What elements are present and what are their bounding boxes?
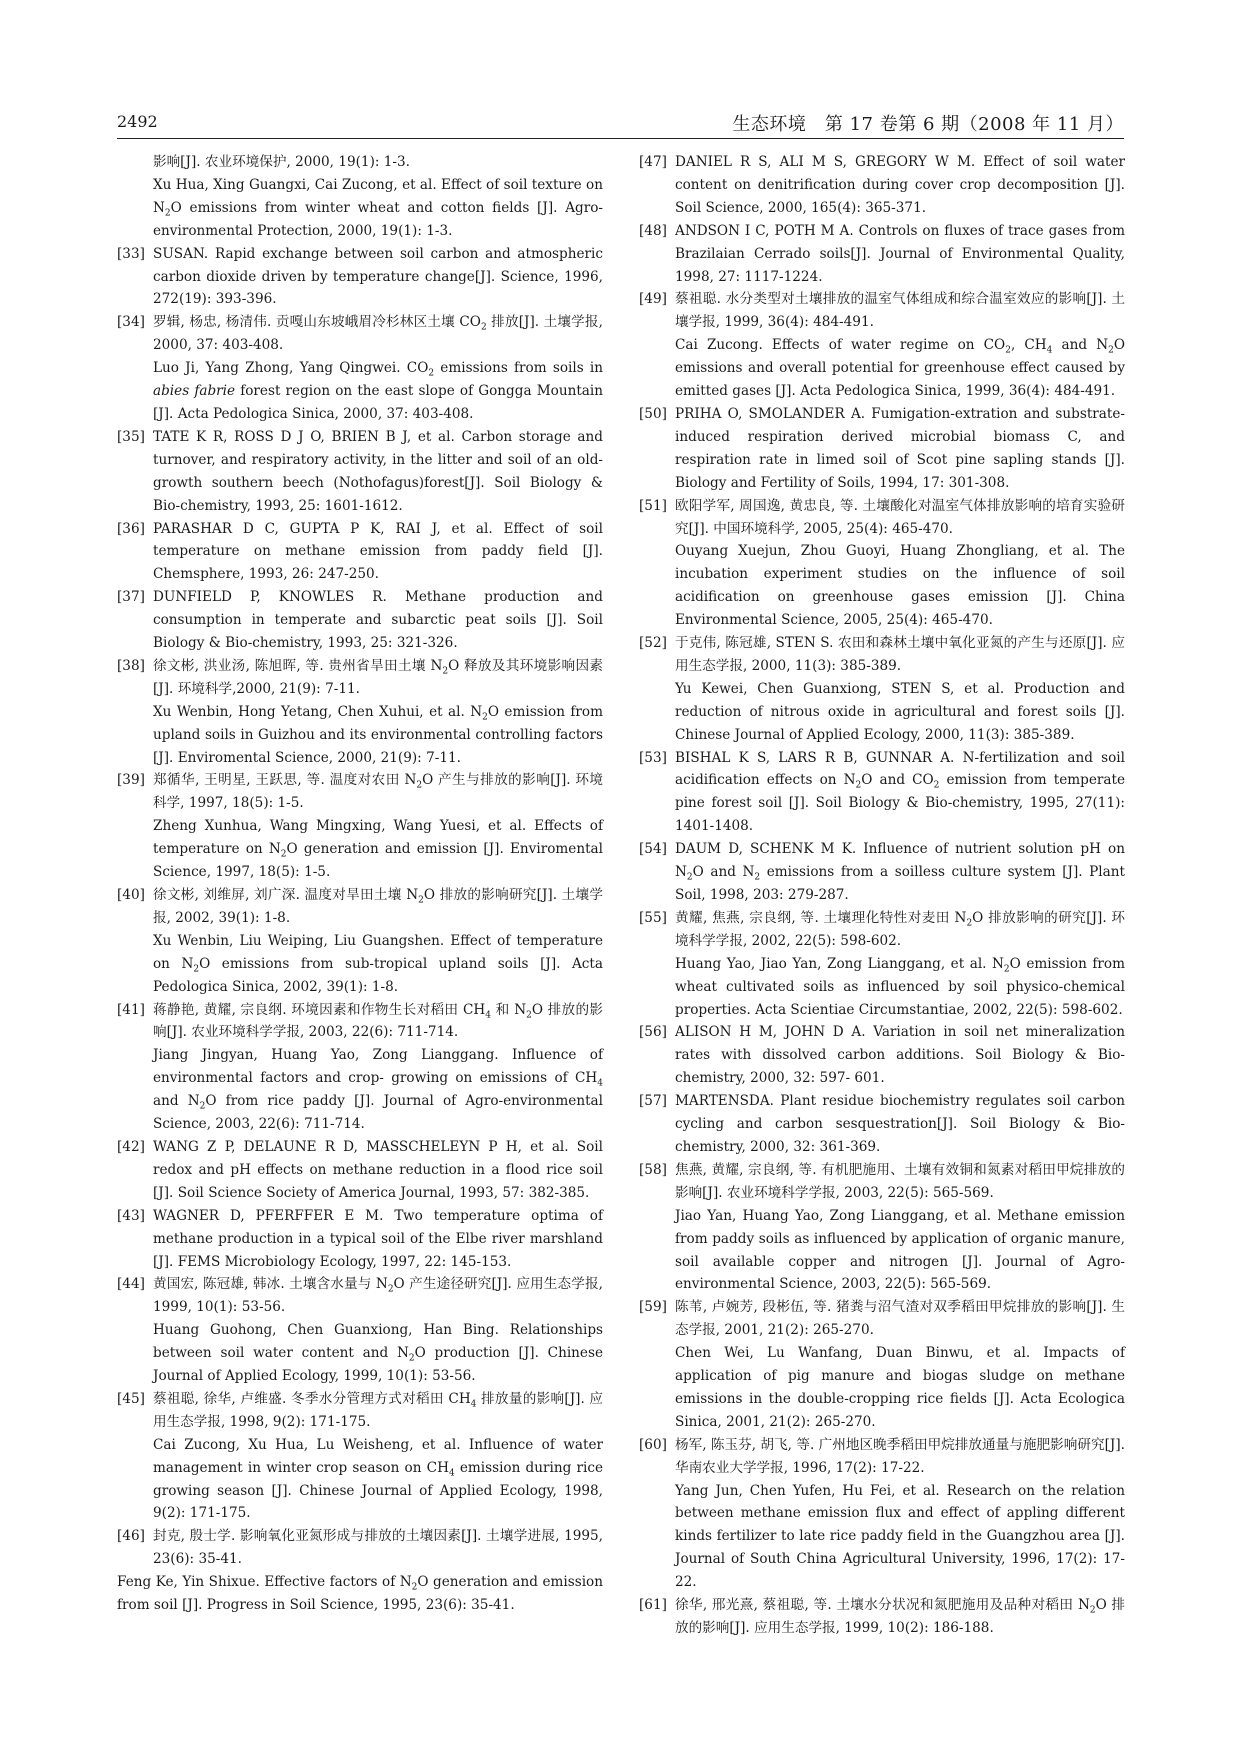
- reference-number: [48]: [639, 222, 667, 239]
- reference-number: [41]: [117, 1001, 145, 1018]
- reference-entry: [639, 220, 1125, 289]
- reference-number: [45]: [117, 1390, 145, 1407]
- reference-entry: [639, 151, 1125, 220]
- reference-text: Yang Jun, Chen Yufen, Hu Fei, et al. Research on the relation between methane emission flux and effect of appling different kinds fertilizer to late rice paddy field in the Guangzhou area [J]. Journal of South China Agricultural University, 1996, 17(2): 17-22.: [675, 1482, 1125, 1591]
- reference-entry: [639, 907, 1125, 1022]
- journal-title: 生态环境 第 17 卷第 6 期（2008 年 11 月）: [732, 114, 1124, 135]
- reference-text: DUNFIELD P, KNOWLES R. Methane production and consumption in temperate and subarctic peat soils [J]. Soil Biology & Bio-chemistry, 1993, 25: 321-326.: [153, 589, 603, 652]
- reference-entry: [117, 999, 603, 1136]
- reference-text: Yu Kewei, Chen Guanxiong, STEN S, et al. Production and reduction of nitrous oxide in agricultural and forest soils [J]. Chinese Journal of Applied Ecology, 2000, 11(3): 385-389.: [675, 680, 1125, 743]
- reference-number: [49]: [639, 291, 667, 308]
- reference-text: 徐华, 邢光熹, 蔡祖聪, 等. 土壤水分状况和氮肥施用及品种对稻田 $N_2O$ 排放的影响[J]. 应用生态学报, 1999, 10(2): 186-188.: [675, 1597, 1125, 1636]
- reference-text: TATE K R, ROSS D J O, BRIEN B J, et al. Carbon storage and turnover, and respiratory activity, in the litter and soil of an old-growth southern beech (Nothofagus)forest[J]. Soil Biology & Bio-chemistry, 1993, 25: 1601-1612.: [153, 428, 603, 514]
- reference-entry: [639, 632, 1125, 747]
- reference-entry: [117, 1388, 603, 1525]
- reference-text: 封克, 殷士学. 影响氧化亚氮形成与排放的土壤因素[J]. 土壤学进展, 1995, 23(6): 35-41.: [153, 1528, 603, 1568]
- reference-entry: [639, 747, 1125, 839]
- reference-text: WAGNER D, PFERFFER E M. Two temperature optima of methane production in a typical soil of the Elbe river marshland [J]. FEMS Microbiology Ecology, 1997, 22: 145-153.: [153, 1207, 603, 1270]
- reference-text: Huang Guohong, Chen Guanxiong, Han Bing. Relationships between soil water content and $N_2O$ production [J]. Chinese Journal of Applied Ecology, 1999, 10(1): 53-56.: [153, 1322, 603, 1385]
- reference-entry: [117, 586, 603, 655]
- reference-text: PRIHA O, SMOLANDER A. Fumigation-extration and substrate-induced respiration derived microbial biomass C, and respiration rate in limed soil of Scot pine sapling stands [J]. Biology and Fertility of Soils, 1994, 17: 301-308.: [675, 405, 1125, 491]
- reference-number: [33]: [117, 245, 145, 262]
- reference-entry: [639, 1434, 1125, 1594]
- reference-number: [35]: [117, 428, 145, 445]
- reference-entry: [639, 1296, 1125, 1433]
- reference-text: SUSAN. Rapid exchange between soil carbon and atmospheric carbon dioxide driven by temperature change[J]. Science, 1996, 272(19): 393-396.: [153, 245, 603, 308]
- reference-text: ALISON H M, JOHN D A. Variation in soil net mineralization rates with dissolved carbon additions. Soil Biology & Bio-chemistry, 2000, 32: 597- 601.: [675, 1024, 1125, 1087]
- reference-entry: [117, 1571, 603, 1617]
- reference-entry: [117, 1205, 603, 1274]
- reference-text: Chen Wei, Lu Wanfang, Duan Binwu, et al. Impacts of application of pig manure and biogas sludge on methane emissions in the double-cropping rice fields [J]. Acta Ecologica Sinica, 2001, 21(2): 265-270.: [675, 1345, 1125, 1430]
- reference-number: [37]: [117, 589, 145, 606]
- reference-number: [51]: [639, 497, 667, 514]
- reference-text: Cai Zucong, Xu Hua, Lu Weisheng, et al. Influence of water management in winter crop season on $CH_4$ emission during rice growing season [J]. Chinese Journal of Applied Ecology, 1998, 9(2): 171-175.: [153, 1436, 604, 1522]
- reference-text: Jiao Yan, Huang Yao, Zong Lianggang, et al. Methane emission from paddy soils as influenced by application of organic manure, soil available copper and nitrogen [J]. Journal of Agro-environmental Science, 2003, 22(5): 565-569.: [675, 1207, 1125, 1293]
- reference-text: 蒋静艳, 黄耀, 宗良纲. 环境因素和作物生长对稻田 $CH_4$ 和 $N_2O$ 排放的影响[J]. 农业环境科学学报, 2003, 22(6): 711-714.: [153, 1001, 603, 1041]
- reference-text: Xu Wenbin, Liu Weiping, Liu Guangshen. Effect of temperature on $N_2O$ emissions from sub-tropical upland soils [J]. Acta Pedologica Sinica, 2002, 39(1): 1-8.: [153, 932, 603, 995]
- reference-text: 徐文彬, 洪业汤, 陈旭晖, 等. 贵州省旱田土壤 $N_2O$ 释放及其环境影响因素[J]. 环境科学,2000, 21(9): 7-11.: [153, 657, 603, 697]
- reference-number: [43]: [117, 1207, 145, 1224]
- reference-number: [46]: [117, 1528, 145, 1545]
- reference-text: 罗辑, 杨忠, 杨清伟. 贡嘎山东坡峨眉冷杉林区土壤 $CO_2$ 排放[J]. 土壤学报, 2000, 37: 403-408.: [153, 314, 603, 354]
- reference-text: Jiang Jingyan, Huang Yao, Zong Lianggang. Influence of environmental factors and crop- growing on emissions of $CH_4$ and $N_2O$ from rice paddy [J]. Journal of Agro-environmental Science, 2003, 22(6): 711-714.: [153, 1047, 603, 1133]
- reference-number: [55]: [639, 909, 667, 926]
- reference-number: [61]: [639, 1597, 667, 1614]
- reference-text: 黄国宏, 陈冠雄, 韩冰. 土壤含水量与 $N_2O$ 产生途径研究[J]. 应用生态学报, 1999, 10(1): 53-56.: [153, 1276, 603, 1316]
- reference-number: [60]: [639, 1436, 667, 1453]
- reference-entry: [639, 838, 1125, 907]
- reference-number: [34]: [117, 314, 145, 331]
- reference-entry: [117, 1273, 603, 1388]
- reference-number: [39]: [117, 772, 145, 789]
- reference-entry: [639, 288, 1125, 403]
- reference-entry: [117, 769, 603, 884]
- reference-text: 于克伟, 陈冠雄, STEN S. 农田和森林土壤中氧化亚氮的产生与还原[J]. 应用生态学报, 2000, 11(3): 385-389.: [675, 635, 1125, 674]
- reference-number: [50]: [639, 405, 667, 422]
- reference-number: [42]: [117, 1138, 145, 1155]
- reference-column-left: [117, 151, 603, 1617]
- reference-entry: [639, 403, 1125, 495]
- reference-text: Zheng Xunhua, Wang Mingxing, Wang Yuesi, et al. Effects of temperature on $N_2O$ generation and emission [J]. Enviromental Science, 1997, 18(5): 1-5.: [153, 818, 603, 881]
- reference-entry: [117, 655, 603, 770]
- reference-number: [53]: [639, 749, 667, 766]
- reference-text: 蔡祖聪. 水分类型对土壤排放的温室气体组成和综合温室效应的影响[J]. 土壤学报, 1999, 36(4): 484-491.: [675, 291, 1125, 331]
- reference-text: Huang Yao, Jiao Yan, Zong Lianggang, et al. $N_2O$ emission from wheat cultivated soils as influenced by soil physico-chemical properties. Acta Scientiae Circumstantiae, 2002, 22(5): 598-602.: [675, 955, 1125, 1018]
- reference-entry: [117, 426, 603, 518]
- reference-entry: [639, 1090, 1125, 1159]
- reference-number: [56]: [639, 1024, 667, 1041]
- reference-text: PARASHAR D C, GUPTA P K, RAI J, et al. Effect of soil temperature on methane emission from paddy field [J]. Chemsphere, 1993, 26: 247-250.: [153, 520, 603, 583]
- reference-text: 徐文彬, 刘维屏, 刘广深. 温度对旱田土壤 $N_2O$ 排放的影响研究[J]. 土壤学报, 2002, 39(1): 1-8.: [153, 887, 603, 926]
- reference-text: 焦燕, 黄耀, 宗良纲, 等. 有机肥施用、土壤有效铜和氮素对稻田甲烷排放的影响[J]. 农业环境科学学报, 2003, 22(5): 565-569.: [675, 1161, 1125, 1201]
- reference-text: 杨军, 陈玉芬, 胡飞, 等. 广州地区晚季稻田甲烷排放通量与施肥影响研究[J]. 华南农业大学学报, 1996, 17(2): 17-22.: [675, 1436, 1125, 1476]
- page-header: [117, 110, 1124, 136]
- reference-number: [38]: [117, 657, 145, 674]
- reference-entry: [117, 243, 603, 312]
- reference-text: Cai Zucong. Effects of water regime on $CO_2$, $CH_4$ and $N_2O$ emissions and overall potential for greenhouse effect caused by emitted gases [J]. Acta Pedologica Sinica, 1999, 36(4): 484-491.: [675, 337, 1125, 400]
- reference-number: [36]: [117, 520, 145, 537]
- reference-column-right: [639, 151, 1125, 1640]
- reference-text: 影响[J]. 农业环境保护, 2000, 19(1): 1-3.: [153, 154, 410, 170]
- reference-text: 欧阳学军, 周国逸, 黄忠良, 等. 土壤酸化对温室气体排放影响的培育实验研究[J]. 中国环境科学, 2005, 25(4): 465-470.: [675, 497, 1125, 537]
- reference-text: MARTENSDA. Plant residue biochemistry regulates soil carbon cycling and carbon sesquestration[J]. Soil Biology & Bio-chemistry, 2000, 32: 361-369.: [675, 1093, 1125, 1155]
- reference-text: BISHAL K S, LARS R B, GUNNAR A. N-fertilization and soil acidification effects on $N_2O$ and $CO_2$ emission from temperate pine forest soil [J]. Soil Biology & Bio-chemistry, 1995, 27(11): 1401-1408.: [675, 749, 1125, 835]
- reference-text: Ouyang Xuejun, Zhou Guoyi, Huang Zhongliang, et al. The incubation experiment studies on the influence of soil acidification on greenhouse gases emission [J]. China Environmental Science, 2005, 25(4): 465-470.: [675, 543, 1125, 629]
- reference-text: Luo Ji, Yang Zhong, Yang Qingwei. $CO_2$ emissions from soils in abies fabrie forest region on the east slope of Gongga Mountain [J]. Acta Pedologica Sinica, 2000, 37: 403-408.: [153, 360, 603, 422]
- reference-text: 郑循华, 王明星, 王跃思, 等. 温度对农田 $N_2O$ 产生与排放的影响[J]. 环境科学, 1997, 18(5): 1-5.: [153, 772, 603, 812]
- page-number: 2492: [117, 112, 158, 131]
- reference-entry: [117, 518, 603, 587]
- reference-text: 蔡祖聪, 徐华, 卢维盛. 冬季水分管理方式对稻田 $CH_4$ 排放量的影响[J]. 应用生态学报, 1998, 9(2): 171-175.: [153, 1390, 603, 1430]
- reference-text: DAUM D, SCHENK M K. Influence of nutrient solution pH on $N_2O$ and $N_2$ emissions from a soilless culture system [J]. Plant Soil, 1998, 203: 279-287.: [675, 841, 1125, 903]
- reference-text: ANDSON I C, POTH M A. Controls on fluxes of trace gases from Brazilaian Cerrado soils[J]. Journal of Environmental Quality, 1998, 27: 1117-1224.: [675, 222, 1125, 285]
- reference-text: Xu Wenbin, Hong Yetang, Chen Xuhui, et al. $N_2O$ emission from upland soils in Guizhou and its environmental controlling factors [J]. Enviromental Science, 2000, 21(9): 7-11.: [153, 703, 603, 766]
- reference-entry: [117, 151, 603, 243]
- reference-text: Xu Hua, Xing Guangxi, Cai Zucong, et al. Effect of soil texture on $N_2O$ emissions from winter wheat and cotton fields [J]. Agro-environmental Protection, 2000, 19(1): 1-3.: [153, 176, 603, 239]
- reference-text: Feng Ke, Yin Shixue. Effective factors of $N_2O$ generation and emission from soil [J]. Progress in Soil Science, 1995, 23(6): 35-41.: [117, 1574, 603, 1614]
- reference-text: 黄耀, 焦燕, 宗良纲, 等. 土壤理化特性对麦田 $N_2O$ 排放影响的研究[J]. 环境科学学报, 2002, 22(5): 598-602.: [675, 909, 1125, 949]
- reference-text: DANIEL R S, ALI M S, GREGORY W M. Effect of soil water content on denitrification during cover crop decomposition [J]. Soil Science, 2000, 165(4): 365-371.: [675, 154, 1125, 216]
- reference-number: [58]: [639, 1161, 667, 1178]
- reference-entry: [117, 311, 603, 426]
- reference-number: [54]: [639, 841, 667, 858]
- reference-entry: [117, 1525, 603, 1571]
- reference-entry: [639, 1159, 1125, 1296]
- reference-number: [52]: [639, 635, 667, 652]
- header-rule: [117, 138, 1124, 139]
- reference-number: [44]: [117, 1276, 145, 1293]
- reference-entry: [639, 1594, 1125, 1640]
- reference-text: 陈苇, 卢婉芳, 段彬伍, 等. 猪粪与沼气渣对双季稻田甲烷排放的影响[J]. 生态学报, 2001, 21(2): 265-270.: [675, 1299, 1125, 1339]
- reference-number: [59]: [639, 1299, 667, 1316]
- reference-text: WANG Z P, DELAUNE R D, MASSCHELEYN P H, et al. Soil redox and pH effects on methane reduction in a flood rice soil [J]. Soil Science Society of America Journal, 1993, 57: 382-385.: [153, 1138, 603, 1201]
- reference-number: [40]: [117, 887, 145, 903]
- reference-entry: [117, 884, 603, 999]
- reference-entry: [639, 1021, 1125, 1090]
- reference-entry: [639, 495, 1125, 632]
- reference-number: [57]: [639, 1093, 667, 1110]
- reference-entry: [117, 1136, 603, 1205]
- reference-number: [47]: [639, 154, 667, 170]
